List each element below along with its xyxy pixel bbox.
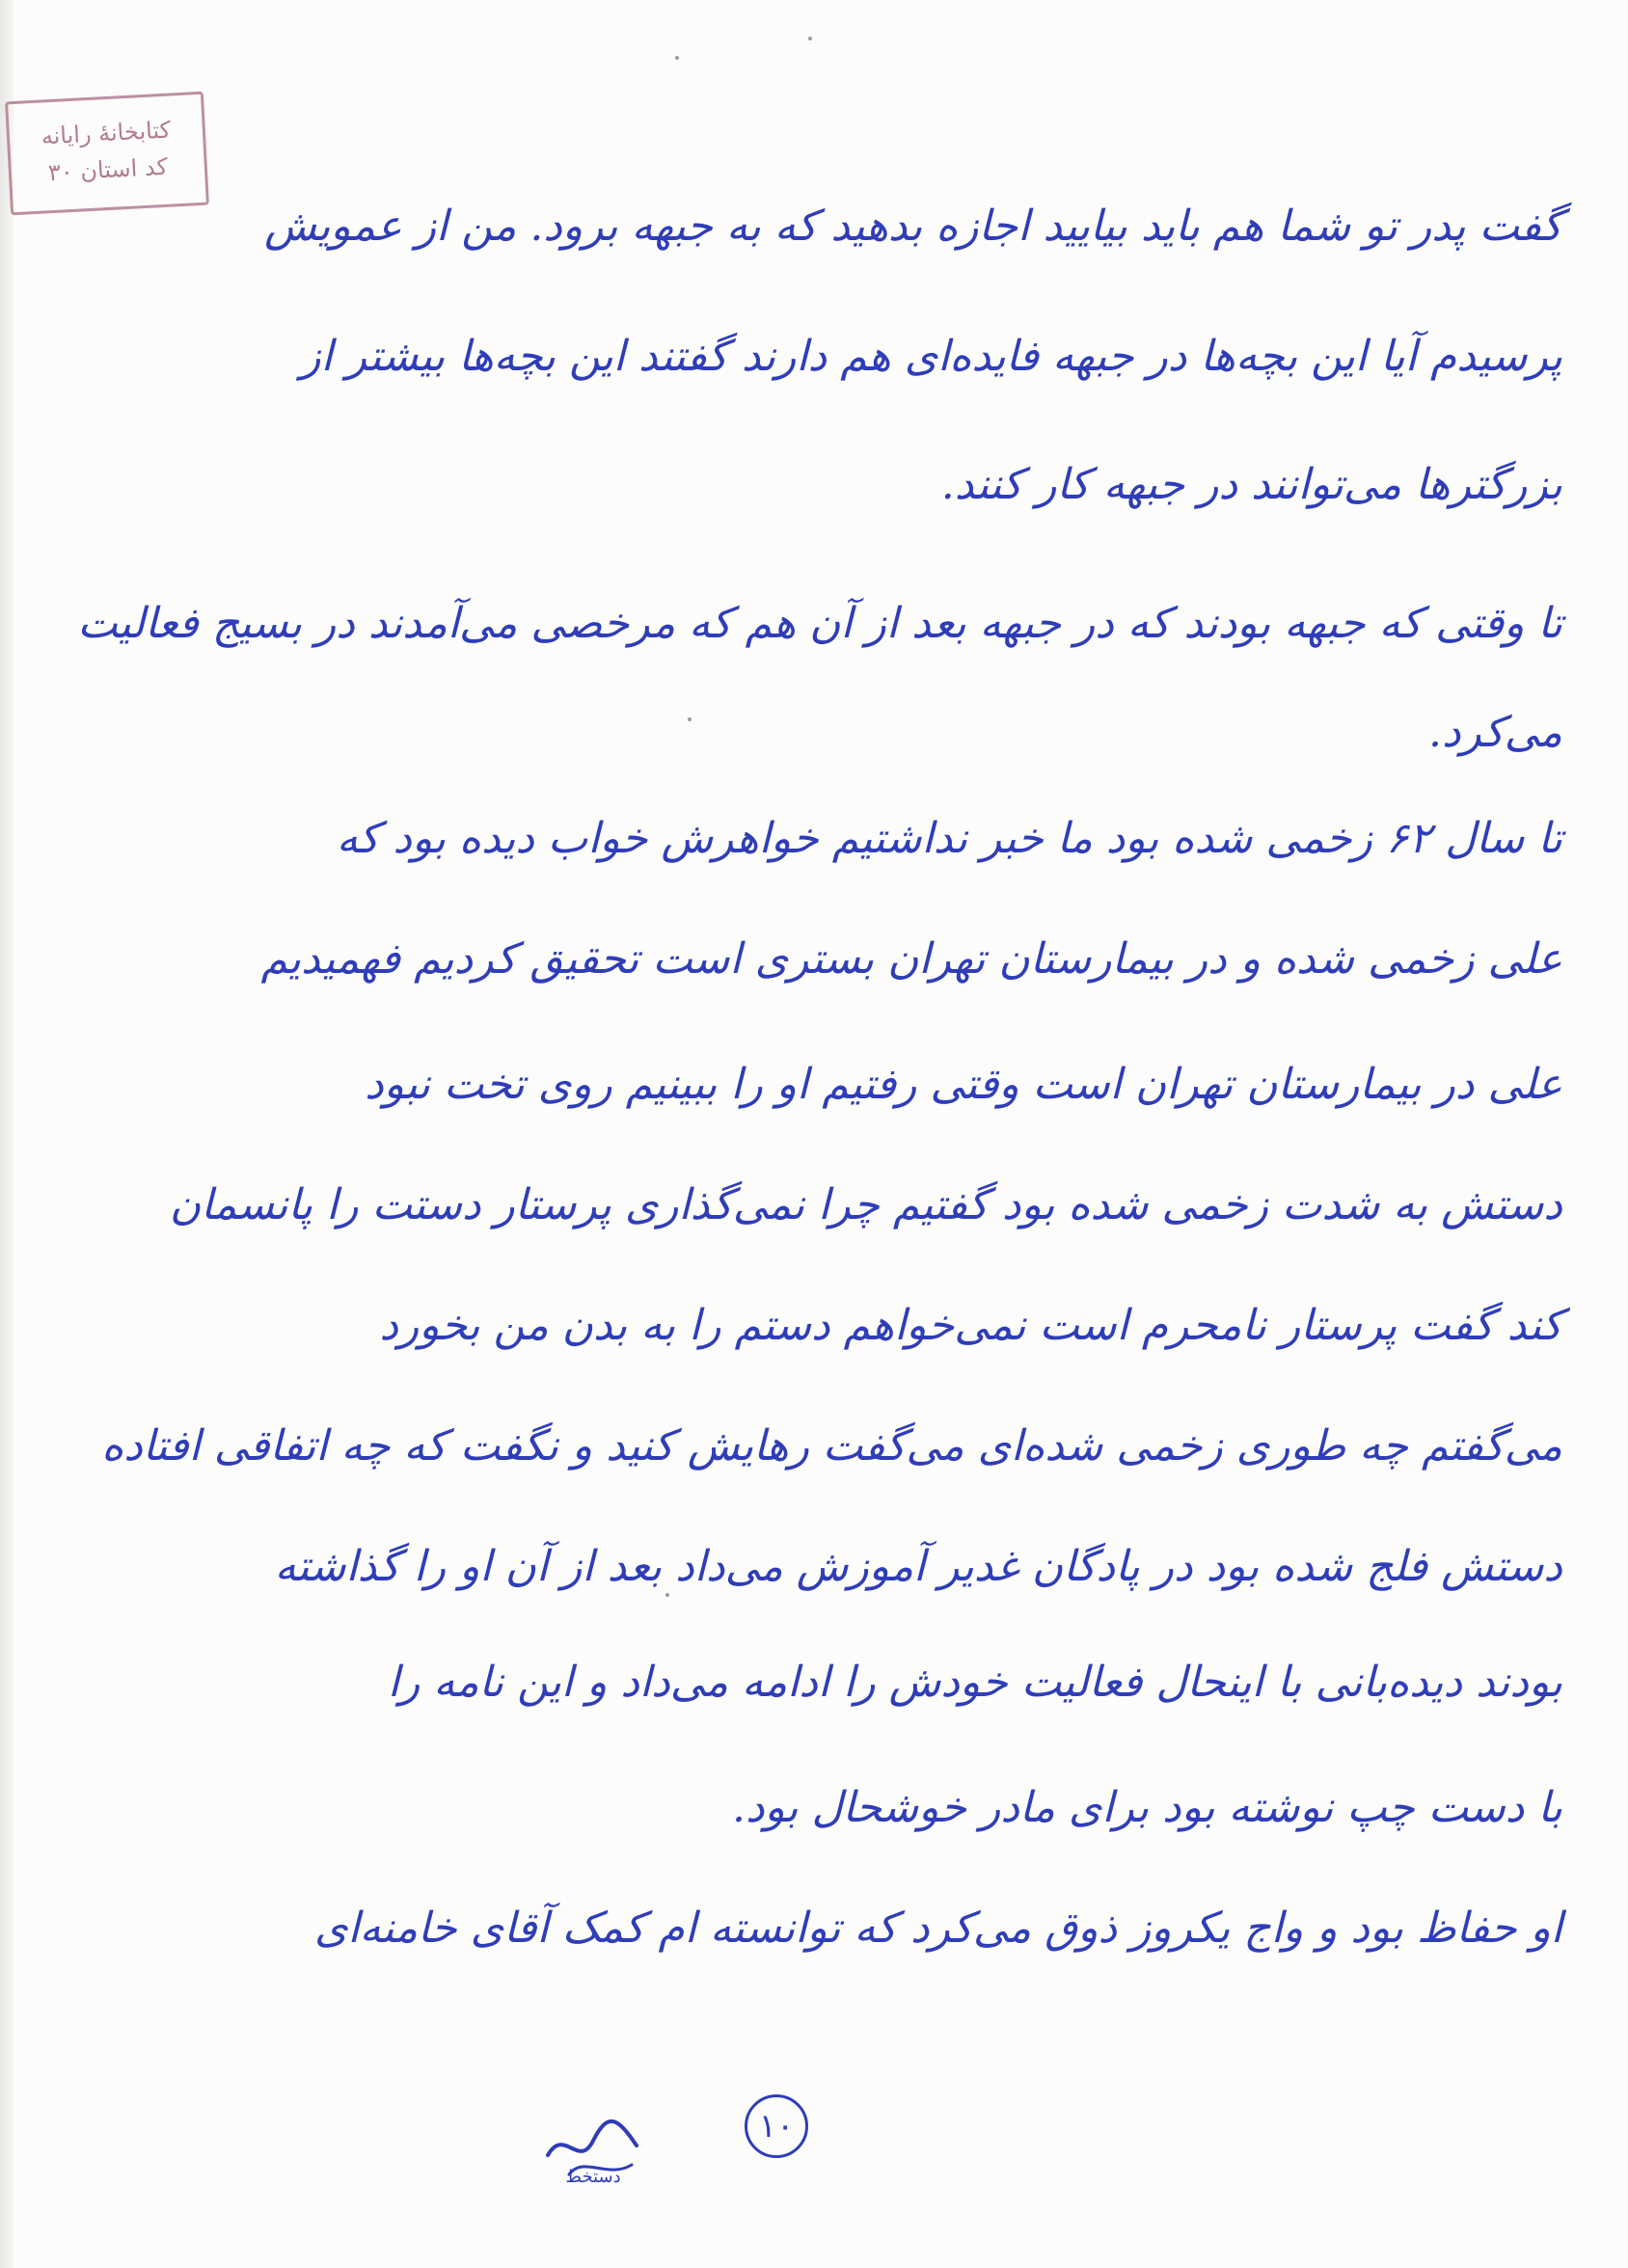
- letter-line: علی زخمی شده و در بیمارستان تهران بستری است تحقیق کردیم فهمیدیم: [260, 934, 1562, 984]
- letter-line: می‌کرد.: [1427, 708, 1562, 757]
- letter-line: او حفاظ بود و واج یکروز ذوق می‌کرد که توانسته ام کمک آقای خامنه‌ای: [313, 1904, 1562, 1953]
- stamp-line: کد استان ۳۰: [47, 152, 169, 187]
- scan-speck: [675, 56, 679, 60]
- library-stamp: [5, 92, 209, 216]
- letter-line: گفت پدر تو شما هم باید بیایید اجازه بدهید که به جبهه برود. من از عمویش: [264, 202, 1562, 251]
- signature-scribble: [540, 2088, 646, 2184]
- scan-speck: [688, 717, 692, 721]
- letter-line: علی در بیمارستان تهران است وقتی رفتیم او را ببینیم روی تخت نبود: [365, 1060, 1562, 1109]
- letter-line: کند گفت پرستار نامحرم است نمی‌خواهم دستم را به بدن من بخورد: [379, 1301, 1562, 1350]
- letter-line: می‌گفتم چه طوری زخمی شده‌ای می‌گفت رهایش کنید و نگفت که چه اتفاقی افتاده: [101, 1421, 1562, 1471]
- letter-line: با دست چپ نوشته بود برای مادر خوشحال بود.: [731, 1783, 1562, 1832]
- page-number-circle: ۱۰: [745, 2094, 808, 2158]
- stamp-line: کتابخانهٔ رایانه: [41, 116, 172, 150]
- letter-line: تا وقتی که جبهه بودند که در جبهه بعد از آن هم که مرخصی می‌آمدند در بسیج فعالیت: [77, 599, 1562, 648]
- letter-line: بزرگترها می‌توانند در جبهه کار کنند.: [940, 460, 1562, 509]
- letter-line: دستش به شدت زخمی شده بود گفتیم چرا نمی‌گذاری پرستار دستت را پانسمان: [169, 1180, 1562, 1229]
- scan-edge: [0, 0, 14, 2268]
- letter-line: بودند دیده‌بانی با اینحال فعالیت خودش را ادامه می‌داد و این نامه را: [387, 1658, 1562, 1707]
- letter-line: پرسیدم آیا این بچه‌ها در جبهه فایده‌ای هم دارند گفتند این بچه‌ها بیشتر از: [300, 332, 1562, 381]
- letter-line: تا سال ۶۲ زخمی شده بود ما خبر نداشتیم خواهرش خواب دیده بود که: [336, 814, 1562, 863]
- signature-caption: دستخط: [565, 2167, 621, 2184]
- letter-line: دستش فلج شده بود در پادگان غدیر آموزش می‌داد بعد از آن او را گذاشته: [274, 1542, 1562, 1591]
- scan-speck: [808, 37, 812, 40]
